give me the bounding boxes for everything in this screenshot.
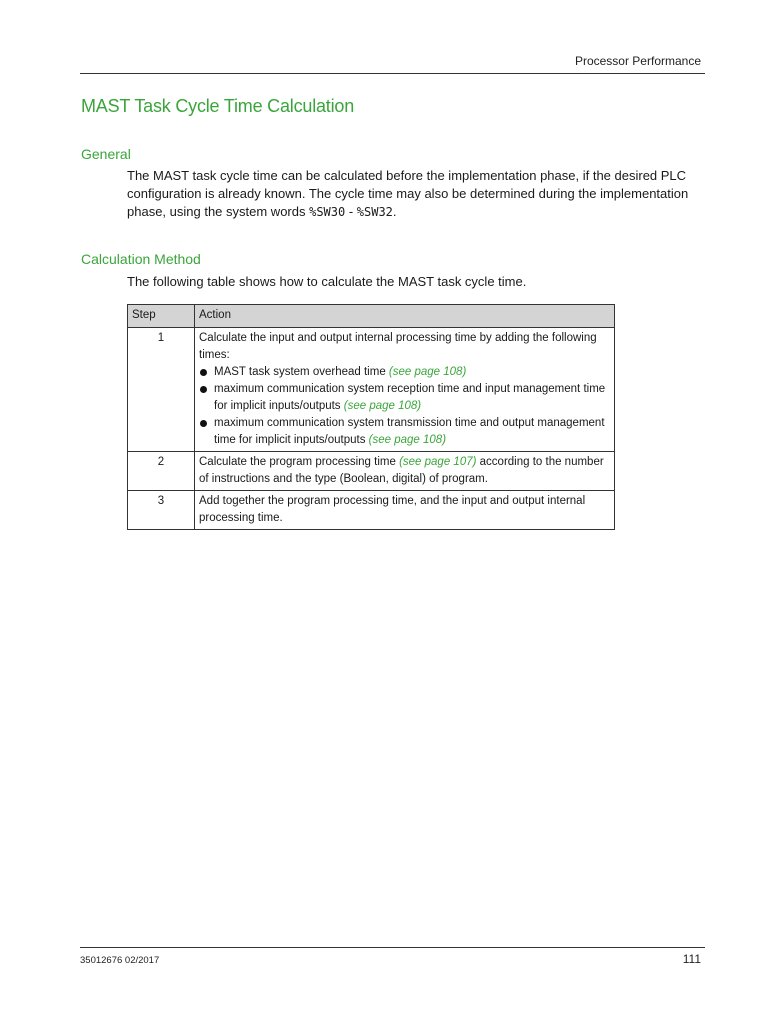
bullet-text: MAST task system overhead time — [214, 366, 389, 378]
table-header-row — [128, 305, 615, 328]
system-word-separator: - — [345, 204, 357, 219]
bullet-icon — [200, 386, 207, 393]
section-heading-general: General — [81, 146, 131, 162]
page-reference-link[interactable]: (see page 107) — [399, 456, 477, 468]
general-text-end: . — [392, 204, 397, 219]
section-heading-calculation-method: Calculation Method — [81, 251, 201, 267]
step-number: 3 — [128, 491, 195, 530]
step-action: Add together the program processing time, and the input and output internal processing time. — [195, 491, 615, 530]
step-number: 1 — [128, 328, 195, 452]
page-number: 111 — [682, 952, 701, 966]
document-reference: 35012676 02/2017 — [80, 955, 160, 966]
table-row — [128, 328, 615, 452]
table-row — [128, 491, 615, 530]
general-text: The MAST task cycle time can be calculated before the implementation phase, if the desired PLC configuration is already known. The cycle time may also be determined during the implementation phase, using the system words — [127, 168, 689, 219]
column-header-step: Step — [128, 305, 195, 328]
calculation-table — [127, 304, 615, 530]
header-rule — [80, 73, 705, 74]
calculation-intro: The following table shows how to calculate the MAST task cycle time. — [127, 274, 527, 289]
action-text: Calculate the input and output internal processing time by adding the following times: — [199, 332, 597, 361]
action-text-end: according to the number of instructions and the type (Boolean, digital) of program. — [199, 456, 604, 485]
column-header-action: Action — [195, 305, 615, 328]
step-action — [195, 452, 615, 491]
general-paragraph — [127, 167, 707, 221]
action-text: Calculate the program processing time — [199, 456, 400, 468]
bullet-text: maximum communication system reception time and input management time for implicit inputs/outputs — [214, 383, 606, 412]
list-item — [199, 381, 610, 415]
system-word-start: %SW30 — [309, 205, 346, 219]
running-header: Processor Performance — [574, 54, 701, 68]
step-number: 2 — [128, 452, 195, 491]
list-item — [199, 415, 610, 449]
page-title: MAST Task Cycle Time Calculation — [81, 96, 355, 116]
table-row — [128, 452, 615, 491]
page-reference-link[interactable]: (see page 108) — [388, 366, 467, 378]
system-word-end: %SW32 — [356, 205, 393, 219]
page-reference-link[interactable]: (see page 108) — [343, 400, 422, 412]
page-reference-link[interactable]: (see page 108) — [368, 434, 447, 446]
bullet-icon — [200, 420, 207, 427]
list-item — [199, 364, 610, 381]
bullet-text: maximum communication system transmission time and output management time for implicit inputs/outputs — [214, 417, 605, 446]
bullet-list — [199, 364, 610, 449]
step-action — [195, 328, 615, 452]
bullet-icon — [200, 369, 207, 376]
footer-rule — [80, 947, 705, 948]
